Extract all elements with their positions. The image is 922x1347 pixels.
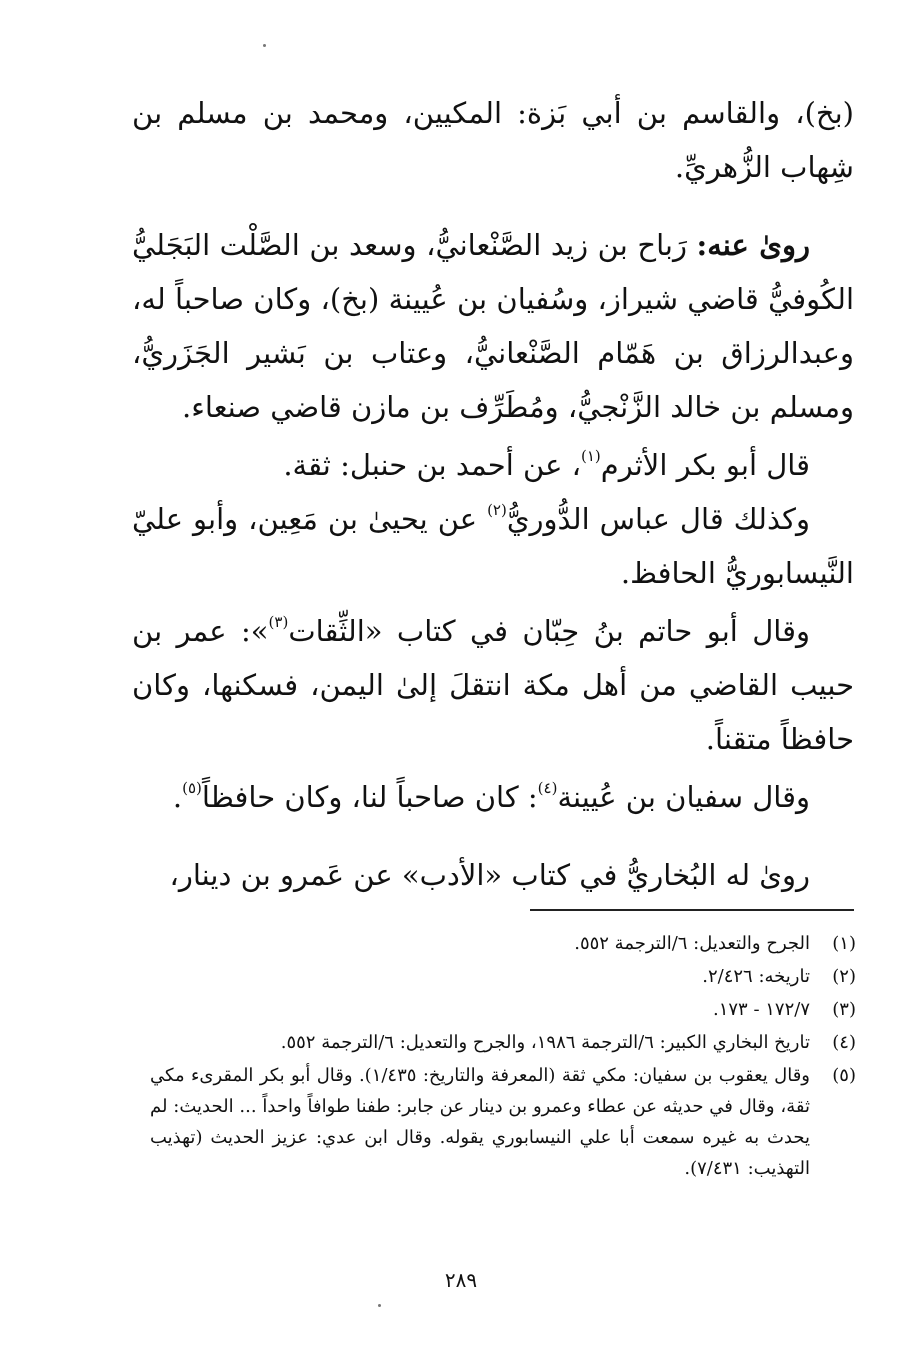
footnote-ref-4: (٤) [537,779,558,797]
paragraph-2 [132,218,854,434]
footnotes [150,928,856,1186]
footnote-text: وقال يعقوب بن سفيان: مكي ثقة (المعرفة والتاريخ: ١/٤٣٥). وقال أبو بكر المقرىء مكي ثقة، وقال في حديثه عن عطاء وعمرو بن دينار عن جابر: طفنا طوافاً واحداً ... الحديث: لم يحدث به غيره سمعت أبا علي النيسابوري يقوله. وقال ابن عدي: عزيز الحديث (تهذيب التهذيب: ٧/٤٣١). [150,1065,810,1179]
paragraph-7-text: روىٰ له البُخاريُّ في كتاب «الأدب» عن عَمرو بن دينار، [169,858,810,892]
footnote-text: تاريخه: ٢/٤٢٦. [702,966,810,987]
footnote-item [150,1060,856,1184]
footnote-ref-3: (٣) [268,613,289,631]
scan-speck [263,44,266,47]
footnote-ref-1: (١) [580,447,601,465]
paragraph-5 [132,604,854,766]
paragraph-7 [132,848,854,902]
paragraph-5-after: »: عمر بن حبيب القاضي من أهل مكة انتقلَ إلىٰ اليمن، فسكنها، وكان حافظاً متقناً. [132,614,854,756]
footnote-number: (٤) [832,1032,856,1053]
paragraph-2-lead: روىٰ عنه: [696,228,810,262]
paragraph-4 [132,492,854,600]
footnote-text: ١٧٢/٧ - ١٧٣. [712,999,810,1020]
paragraph-4-before: وكذلك قال عباس الدُّوريُّ [506,502,810,536]
paragraph-3 [132,438,854,492]
paragraph-6 [132,770,854,824]
footnote-number: (٢) [832,966,856,987]
footnote-number: (٥) [832,1065,856,1086]
paragraph-6-middle: : كان صاحباً لنا، وكان حافظاً [201,780,538,814]
main-text [132,86,854,902]
paragraph-2-text: رَباح بن زيد الصَّنْعانيُّ، وسعد بن الصَّلْت البَجَليُّ الكُوفيُّ قاضي شيراز، وسُفيان بن عُيينة (بخ)، وكان صاحباً له، وعبدالرزاق بن هَمّام الصَّنْعانيُّ، وعتاب بن بَشير الجَزَريُّ، ومسلم بن خالد الزَّنْجيُّ، ومُطَرِّف بن مازن قاضي صنعاء. [132,228,854,424]
footnote-item [150,1027,856,1058]
footnote-ref-5: (٥) [182,779,202,797]
footnote-item [150,928,856,959]
footnote-number: (١) [832,933,856,954]
paragraph-6-end: . [172,780,183,814]
paragraph-6-before: وقال سفيان بن عُيينة [557,780,810,814]
page-number: ٢٨٩ [444,1268,478,1292]
footnote-ref-2: (٢) [487,501,507,519]
paragraph-1 [132,86,854,194]
paragraph-3-before: قال أبو بكر الأثرم [600,448,810,482]
scan-speck [378,1304,381,1307]
footnote-item [150,961,856,992]
paragraph-3-after: ، عن أحمد بن حنبل: ثقة. [283,448,581,482]
paragraph-4-after: عن يحيىٰ بن مَعِين، وأبو عليّ النَّيسابوريُّ الحافظ. [132,502,854,590]
footnote-separator [530,909,854,911]
footnote-text: الجرح والتعديل: ٦/الترجمة ٥٥٢. [574,933,810,954]
footnote-number: (٣) [832,999,856,1020]
footnote-item [150,994,856,1025]
paragraph-1-text: (بخ)، والقاسم بن أبي بَزة: المكيين، ومحمد بن مسلم بن شِهاب الزُّهريِّ. [132,96,854,184]
footnote-text: تاريخ البخاري الكبير: ٦/الترجمة ١٩٨٦، والجرح والتعديل: ٦/الترجمة ٥٥٢. [280,1032,810,1053]
paragraph-5-before: وقال أبو حاتم بنُ حِبّان في كتاب «الثِّقات [288,614,810,648]
